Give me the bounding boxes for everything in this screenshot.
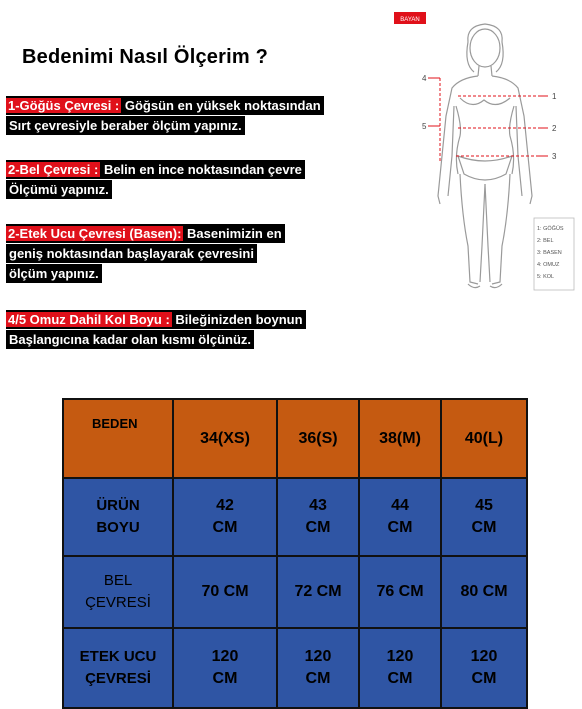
legend-item: 3: BASEN	[537, 250, 562, 256]
section-heading: 2-Bel Çevresi :	[8, 162, 99, 177]
table-cell: 43 CM	[277, 478, 359, 556]
badge-text: BAYAN	[400, 17, 420, 23]
size-header: 38(M)	[359, 399, 441, 478]
marker-2: 2	[552, 124, 557, 133]
table-row	[63, 478, 527, 556]
legend-item: 2: BEL	[537, 238, 554, 244]
table-row	[63, 628, 527, 708]
size-table	[62, 398, 528, 709]
section-sleeve	[6, 310, 306, 350]
section-heading: 4/5 Omuz Dahil Kol Boyu :	[8, 312, 170, 327]
table-header-row	[63, 399, 527, 478]
table-cell: 76 CM	[359, 556, 441, 628]
section-text: Ölçümü yapınız.	[6, 180, 112, 199]
marker-3: 3	[552, 152, 557, 161]
table-cell: 120 CM	[277, 628, 359, 708]
table-cell: 44 CM	[359, 478, 441, 556]
table-cell: 120 CM	[359, 628, 441, 708]
section-chest	[6, 96, 324, 136]
section-waist	[6, 160, 305, 200]
size-header: 40(L)	[441, 399, 527, 478]
table-cell: 80 CM	[441, 556, 527, 628]
page-title: Bedenimi Nasıl Ölçerim ?	[22, 46, 268, 68]
legend-item: 4: OMUZ	[537, 262, 560, 268]
section-text: ölçüm yapınız.	[6, 264, 102, 283]
table-cell: 72 CM	[277, 556, 359, 628]
section-heading: 1-Göğüs Çevresi :	[8, 98, 120, 113]
marker-4: 4	[422, 74, 427, 83]
section-text: Sırt çevresiyle beraber ölçüm yapınız.	[6, 116, 245, 135]
section-text: geniş noktasından başlayarak çevresini	[6, 244, 257, 263]
table-cell: 120 CM	[173, 628, 277, 708]
row-label: ÜRÜN BOYU	[63, 478, 173, 556]
row-label: ETEK UCU ÇEVRESİ	[63, 628, 173, 708]
legend-item: 5: KOL	[537, 274, 555, 280]
table-cell: 120 CM	[441, 628, 527, 708]
section-hip	[6, 224, 285, 284]
section-text: Göğsün en yüksek noktasından	[121, 98, 321, 113]
table-cell: 45 CM	[441, 478, 527, 556]
section-text: Basenimizin en	[183, 226, 282, 241]
section-text: Bileğinizden boynun	[171, 312, 303, 327]
marker-5: 5	[422, 122, 427, 131]
row-label: BEL ÇEVRESİ	[63, 556, 173, 628]
table-cell: 70 CM	[173, 556, 277, 628]
section-text: Belin en ince noktasından çevre	[100, 162, 302, 177]
body-measurement-figure	[388, 6, 578, 296]
size-header: 36(S)	[277, 399, 359, 478]
table-cell: 42 CM	[173, 478, 277, 556]
section-text: Başlangıcına kadar olan kısmı ölçünüz.	[6, 330, 254, 349]
table-row	[63, 556, 527, 628]
header-label: BEDEN	[63, 399, 173, 478]
marker-1: 1	[552, 92, 557, 101]
legend-item: 1: GÖĞÜS	[537, 226, 564, 232]
section-heading: 2-Etek Ucu Çevresi (Basen):	[8, 226, 182, 241]
size-header: 34(XS)	[173, 399, 277, 478]
